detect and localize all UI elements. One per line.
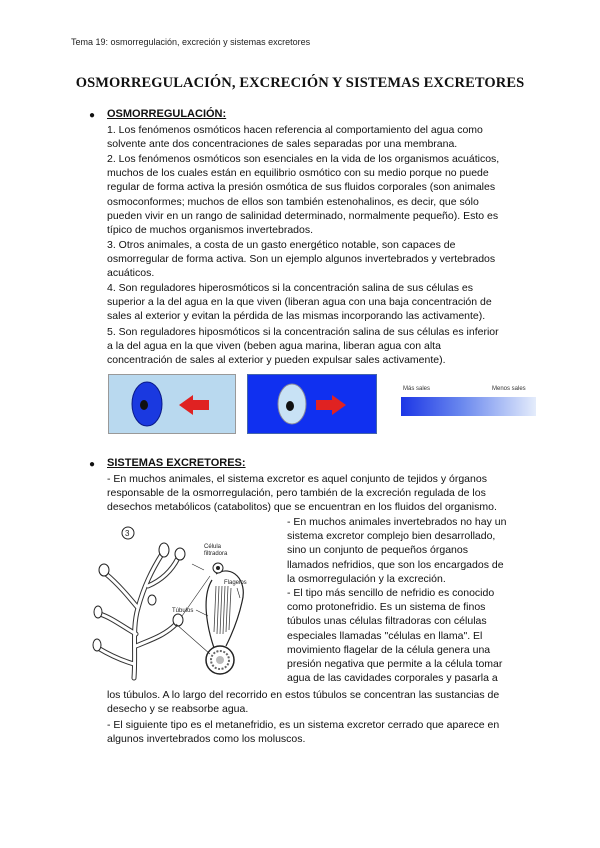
bullet-icon: ● xyxy=(89,110,96,121)
arrow-left-icon xyxy=(179,395,209,415)
label-cell-line2: filtradora xyxy=(204,551,228,557)
protonephridium-paragraph: - El tipo más sencillo de nefridio es conocido como protonefridio. Es un sistema de finos túbulos unas células filtradoras con células especiales llamadas "células en llama". El movimiento flagelar de la célula genera una presión negativa que permite a la célula tomar agua de las cavidades corporales y pasarla a xyxy=(287,587,503,685)
bullet-icon: ● xyxy=(89,459,96,470)
figure-number: 3 xyxy=(125,529,130,538)
cell-nucleus xyxy=(286,401,294,411)
gradient-label-less-salts: Menos sales xyxy=(492,386,526,392)
protonephridium-svg xyxy=(92,524,282,690)
section-heading-osmorregulacion: OSMORREGULACIÓN: xyxy=(107,108,227,120)
protonephridium-diagram xyxy=(92,524,282,690)
hyposmotic-svg xyxy=(248,375,376,433)
paragraph-1: 1. Los fenómenos osmóticos hacen referencia al comportamiento del agua como solvente ante dos concentraciones de sales separadas por una membrana. xyxy=(107,124,483,151)
page-header: Tema 19: osmorregulación, excreción y sistemas excretores xyxy=(71,37,311,47)
paragraph-5: 5. Son reguladores hiposmóticos si la concentración salina de sus células es inferior a la del agua en la que viven (beben agua marina, liberan agua con alta concentración de sales al exterior y pueden expulsar sales activamente). xyxy=(107,326,499,367)
paragraph-3: 3. Otros animales, a costa de un gasto energético notable, son capaces de osmorregular de forma activa. Son un ejemplo algunos invertebrados y vertebrados acuáticos. xyxy=(107,239,496,280)
nephridia-paragraph: - En muchos animales invertebrados no hay un sistema excretor complejo bien desarrollado, sino un conjunto de pequeños órganos llamados nefridios, que son los encargados de la osmorregulación y la excreción. xyxy=(287,516,507,585)
metanephridium-paragraph: - El siguiente tipo es el metanefridio, es un sistema excretor cerrado que aparece en algunos invertebrados como los moluscos. xyxy=(107,719,500,746)
hyperosmotic-illustration xyxy=(108,374,236,434)
hyposmotic-illustration xyxy=(247,374,377,434)
gradient-label-more-salts: Más sales xyxy=(403,386,431,392)
salinity-gradient-bar xyxy=(401,397,536,416)
excretory-intro-paragraph: - En muchos animales, el sistema excretor es aquel conjunto de tejidos y órganos responsable de la osmorregulación, pero también de la excreción regulada de los desechos metabólicos (catabolitos) que se encuentran en los fluidos del organismo. xyxy=(107,473,497,514)
document-title: OSMORREGULACIÓN, EXCRECIÓN Y SISTEMAS EXCRETORES xyxy=(75,75,525,91)
section-heading-sistemas-excretores: SISTEMAS EXCRETORES: xyxy=(107,457,246,469)
cell-nucleus xyxy=(140,400,148,410)
tubules-paragraph: los túbulos. A lo largo del recorrido en estos túbulos se concentran las sustancias de desecho y se reabsorbe agua. xyxy=(107,689,500,716)
label-tubules: Túbulos xyxy=(172,608,194,614)
arrow-right-icon xyxy=(316,395,346,415)
label-flagella: Flagelos xyxy=(224,580,247,586)
label-cell-line1: Célula xyxy=(204,544,222,550)
hyperosmotic-svg xyxy=(109,375,235,433)
paragraph-4: 4. Son reguladores hiperosmóticos si la concentración salina de sus células es superior a la del agua en la que viven (liberan agua con una baja concentración de sales al exterior y evitan la pérdida de las mismas incorporando las activamente). xyxy=(107,282,492,323)
paragraph-2: 2. Los fenómenos osmóticos son esenciales en la vida de los organismos acuáticos, muchos de los cuales están en equilibrio osmótico con su medio porque no puede regular de forma activa la presión osmótica de sus fluidos corporales (son animales osmoconformes; muchos de ellos son también estenohalinos, es decir, que sólo pueden vivir en un rango de salinidad determinado, normalmente pequeño). Esto es típico de muchos organismos invertebrados. xyxy=(107,153,500,237)
